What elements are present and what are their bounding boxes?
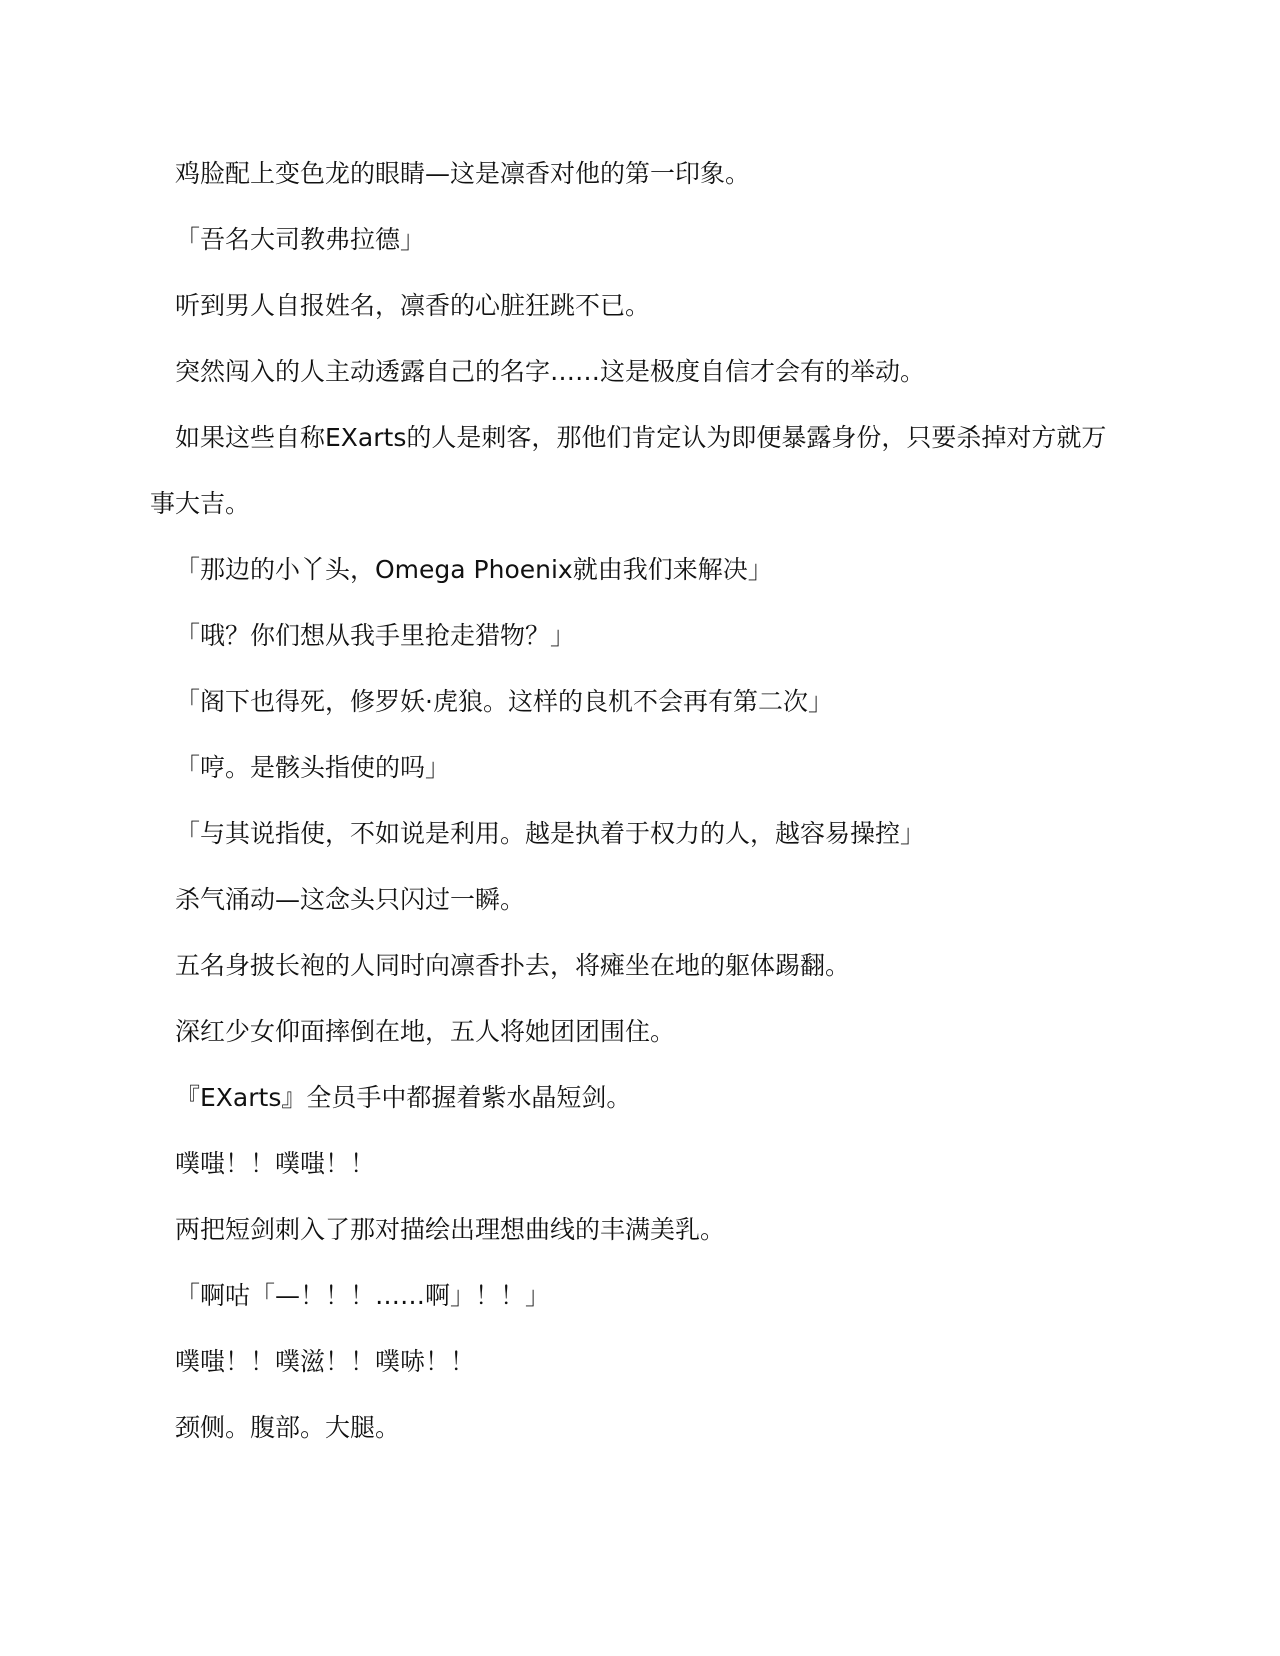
paragraph: 突然闯入的人主动透露自己的名字……这是极度自信才会有的举动。 <box>175 357 926 386</box>
paragraph: 两把短剑刺入了那对描绘出理想曲线的丰满美乳。 <box>175 1215 726 1244</box>
text-body <box>150 141 1130 1461</box>
paragraph: 「那边的小丫头，Omega Phoenix就由我们来解决」 <box>175 555 773 584</box>
paragraph: 杀气涌动—这念头只闪过一瞬。 <box>175 885 526 914</box>
paragraph: 『EXarts』全员手中都握着紫水晶短剑。 <box>175 1083 632 1112</box>
paragraph: 「啊咕「—！！！……啊」！！」 <box>175 1281 551 1310</box>
paragraph: 如果这些自称EXarts的人是刺客，那他们肯定认为即便暴露身份，只要杀掉对方就万事大吉。 <box>150 423 1107 518</box>
paragraph: 五名身披长袍的人同时向凛香扑去，将瘫坐在地的躯体踢翻。 <box>175 951 851 980</box>
paragraph: 鸡脸配上变色龙的眼睛—这是凛香对他的第一印象。 <box>175 159 751 188</box>
paragraph: 「阁下也得死，修罗妖·虎狼。这样的良机不会再有第二次」 <box>175 687 833 716</box>
paragraph: 噗嗤！！噗嗤！！ <box>175 1149 376 1178</box>
paragraph: 「哼。是骸头指使的吗」 <box>175 753 451 782</box>
paragraph: 噗嗤！！噗滋！！噗哧！！ <box>175 1347 476 1376</box>
paragraph: 深红少女仰面摔倒在地，五人将她团团围住。 <box>175 1017 676 1046</box>
paragraph: 「哦？你们想从我手里抢走猎物？」 <box>175 621 576 650</box>
paragraph: 「与其说指使，不如说是利用。越是执着于权力的人，越容易操控」 <box>175 819 926 848</box>
paragraph: 颈侧。腹部。大腿。 <box>175 1413 401 1442</box>
paragraph: 「吾名大司教弗拉德」 <box>175 225 426 254</box>
paragraph: 听到男人自报姓名，凛香的心脏狂跳不已。 <box>175 291 651 320</box>
